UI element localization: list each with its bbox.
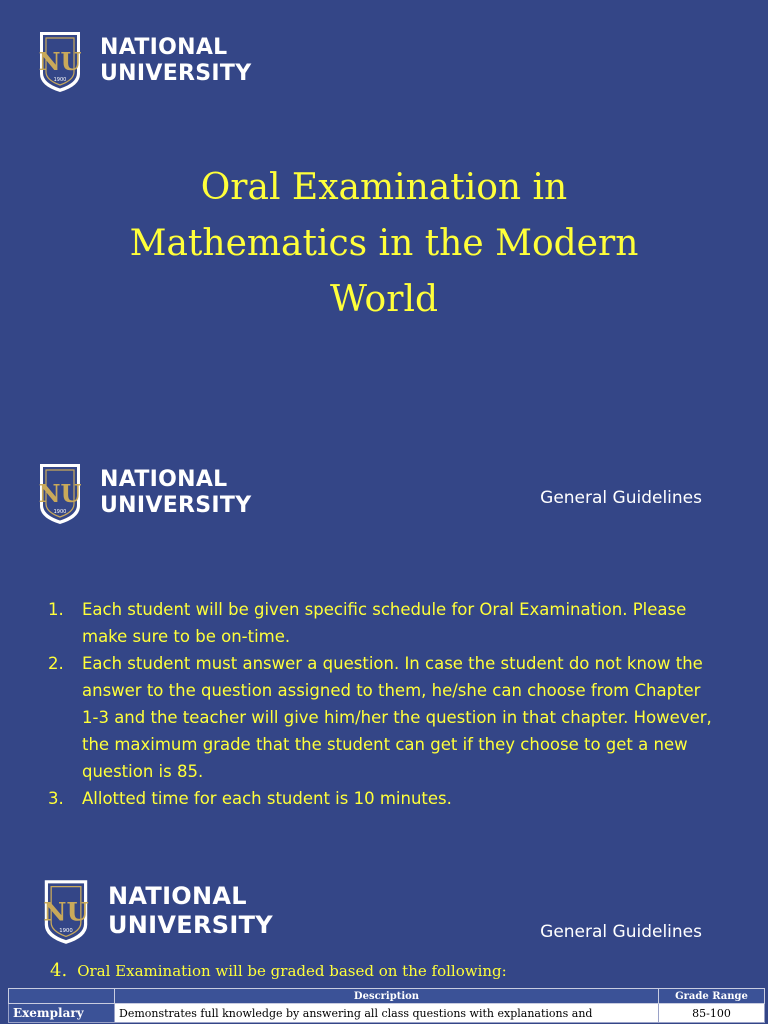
guidelines-list [48,596,718,812]
university-seal-icon [38,876,94,946]
list-item [48,596,718,650]
brand-line2: UNIVERSITY [100,493,252,518]
item-text: Each student must answer a question. In case the student do not know the answer to the question assigned to them, he/she can choose from Chapter 1-3 and the teacher will give him/her the question in that chapter. However, the maximum grade that the student can get if they choose to get a new question is 85. [82,654,712,781]
column-header: Description [115,989,659,1004]
table-row [9,1004,765,1023]
grading-slide [0,864,768,1024]
brand-line2: UNIVERSITY [108,911,273,939]
brand-line1: NATIONAL [100,467,228,492]
item-number: 4. [50,960,68,981]
university-logo [34,28,251,94]
university-seal-icon [34,28,86,94]
brand-line2: UNIVERSITY [100,61,252,86]
grading-table [8,988,765,1023]
column-header: Grade Range [659,989,765,1004]
svg-text:1900: 1900 [53,509,67,515]
column-header [9,989,115,1004]
grading-intro [50,960,507,981]
university-logo [38,876,273,946]
svg-text:NU: NU [38,47,82,76]
intro-text: Oral Examination will be graded based on the following: [77,962,507,980]
item-number: 1. [48,600,64,619]
university-seal-icon [34,460,86,526]
brand-line1: NATIONAL [108,882,247,910]
svg-text:1900: 1900 [59,928,73,935]
description-cell: Demonstrates full knowledge by answering all class questions with explanations and [115,1004,659,1023]
main-title [60,160,708,328]
title-line: World [330,279,438,320]
guidelines-slide [0,432,768,864]
item-text: Allotted time for each student is 10 minutes. [82,789,452,808]
list-item [48,650,718,785]
list-item [48,785,718,812]
item-number: 2. [48,654,64,673]
section-label: General Guidelines [540,922,702,942]
svg-text:NU: NU [43,897,89,928]
title-line: Mathematics in the Modern [129,223,639,264]
svg-text:1900: 1900 [53,77,67,83]
item-text: Each student will be given specific schedule for Oral Examination. Please make sure to be on-time. [82,600,687,646]
grade-range-cell: 85-100 [659,1004,765,1023]
svg-text:NU: NU [38,479,82,508]
table-header-row [9,989,765,1004]
brand-line1: NATIONAL [100,35,228,60]
section-label: General Guidelines [540,488,702,508]
title-line: Oral Examination in [200,167,568,208]
item-number: 3. [48,789,64,808]
title-slide [0,0,768,432]
university-logo [34,460,251,526]
level-cell: Exemplary [9,1004,115,1023]
